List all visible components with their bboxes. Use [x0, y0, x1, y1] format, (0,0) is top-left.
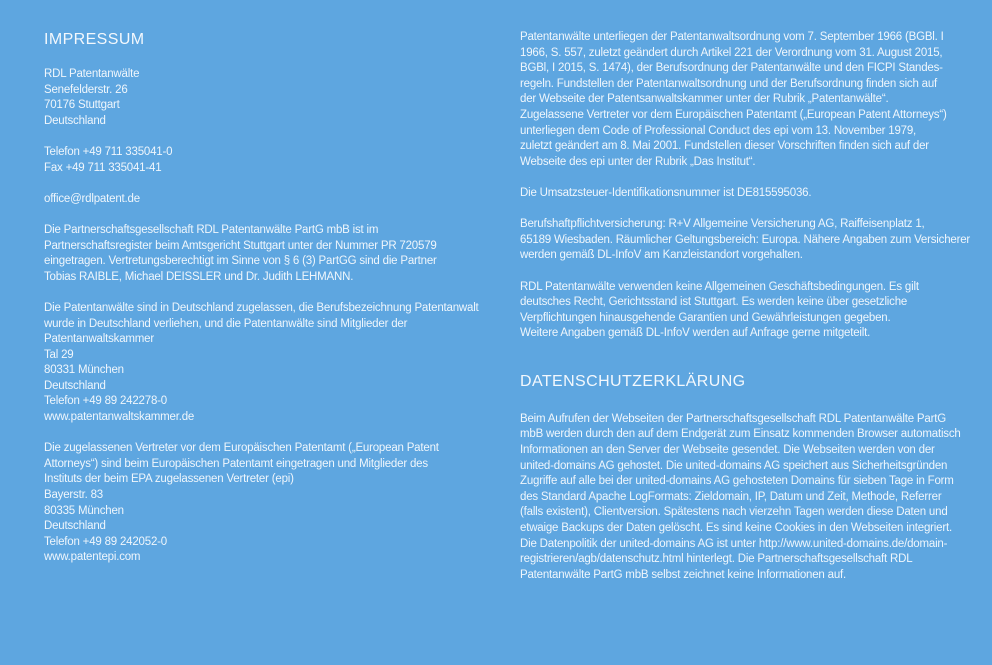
register-info: Die Partnerschaftsgesellschaft RDL Patentanwälte PartG mbB ist im Partnerschaftsregister beim Amtsgericht Stuttgart unter der Nummer PR 720579 eingetragen. Vertretungsberechtigt im Sinne von § 6 (3) PartGG sind die Partner Tobias RAIBLE, Michael DEISSLER und Dr. Judith LEHMANN.: [44, 223, 437, 283]
datenschutz-title: DATENSCHUTZERKLÄRUNG: [520, 372, 746, 390]
insurance-info: Berufshaftpflichtversicherung: R+V Allgemeine Versicherung AG, Raiffeisenplatz 1, 65189 Wiesbaden. Räumlicher Geltungsbereich: Europa. Nähere Angaben zum Versicherer werden gemäß DL-InfoV am Kanzleistandort vorgehalten.: [520, 218, 971, 262]
terms-info: RDL Patentanwälte verwenden keine Allgemeinen Geschäftsbedingungen. Es gilt deutsches Recht, Gerichtsstand ist Stuttgart. Es werden keine über gesetzliche Verpflichtungen hinausgehende Garantien und Gewährleistungen gegeben. Weitere Angaben gemäß DL-InfoV werden auf Anfrage gerne mitgeteilt.: [520, 280, 919, 340]
firm-address: RDL Patentanwälte Senefelderstr. 26 70176 Stuttgart Deutschland: [44, 68, 140, 127]
vat-id: Die Umsatzsteuer-Identifikationsnummer ist DE815595036.: [520, 186, 812, 199]
epi-info: Die zugelassenen Vertreter vor dem Europäischen Patentamt („European Patent Attorneys“) sind beim Europäischen Patentamt eingetragen und Mitglieder des Instituts der beim EPA zugelassenen Vertreter (epi) Bayerstr. 83 80335 München Deutschland Telefon +49 89 242052-0 www.patentepi.com: [44, 442, 439, 564]
privacy-info: Beim Aufrufen der Webseiten der Partnerschaftsgesellschaft RDL Patentanwälte PartG mbB werden durch den auf dem Endgerät zum Einsatz kommenden Browser automatisch Informationen an den Server der Webseite gesendet. Die Webseiten werden von der united-domains AG gehostet. Die united-domains AG speichert aus Sicherheitsgründen Zugriffe auf alle bei der united-domains AG gehosteten Domains für sieben Tage in Form des Standard Apache LogFormats: Zieldomain, IP, Datum und Zeit, Methode, Referrer (falls existent), Clientversion. Spätestens nach vierzehn Tagen werden diese Daten und etwaige Backups der Daten gelöscht. Es sind keine Cookies in den Webseiten integriert. Die Datenpolitik der united-domains AG ist unter http://www.united-domains.de/domain- registrieren/agb/datenschutz.html hinterlegt. Die Partnerschaftsgesellschaft RDL Patentanwälte PartG mbB selbst zeichnet keine Informationen auf.: [520, 412, 961, 581]
berufsordnung-info: Patentanwälte unterliegen der Patentanwaltsordnung vom 7. September 1966 (BGBl. I 1966, S. 557, zuletzt geändert durch Artikel 221 der Verordnung vom 31. August 2015, BGBl, I 2015, S. 1474), der Berufsordnung der Patentanwälte und den FICPI Standes- regeln. Fundstellen der Patentanwaltsordnung und der Berufsordnung finden sich auf der Webseite der Patentsanwaltskammer unter der Rubrik „Patentanwälte“. Zugelassene Vertreter vor dem Europäischen Patentamt („European Patent Attorneys“) unterliegen dem Code of Professional Conduct des epi vom 13. November 1979, zuletzt geändert am 8. Mai 2001. Fundstellen dieser Vorschriften finden sich auf der Webseite des epi unter der Rubrik „Das Institut“.: [520, 31, 947, 168]
legal-column: [520, 30, 986, 665]
patentanwaltskammer-info: Die Patentanwälte sind in Deutschland zugelassen, die Berufsbezeichnung Patentanwalt wurde in Deutschland verliehen, und die Patentanwälte sind Mitglieder der Patentanwaltskammer Tal 29 80331 München Deutschland Telefon +49 89 242278-0 www.patentanwaltskammer.de: [44, 301, 479, 424]
phone-fax: Telefon +49 711 335041-0 Fax +49 711 335041-41: [44, 145, 173, 174]
email-address: office@rdlpatent.de: [44, 192, 140, 205]
impressum-title: IMPRESSUM: [44, 31, 145, 48]
impressum-column: [44, 30, 506, 665]
